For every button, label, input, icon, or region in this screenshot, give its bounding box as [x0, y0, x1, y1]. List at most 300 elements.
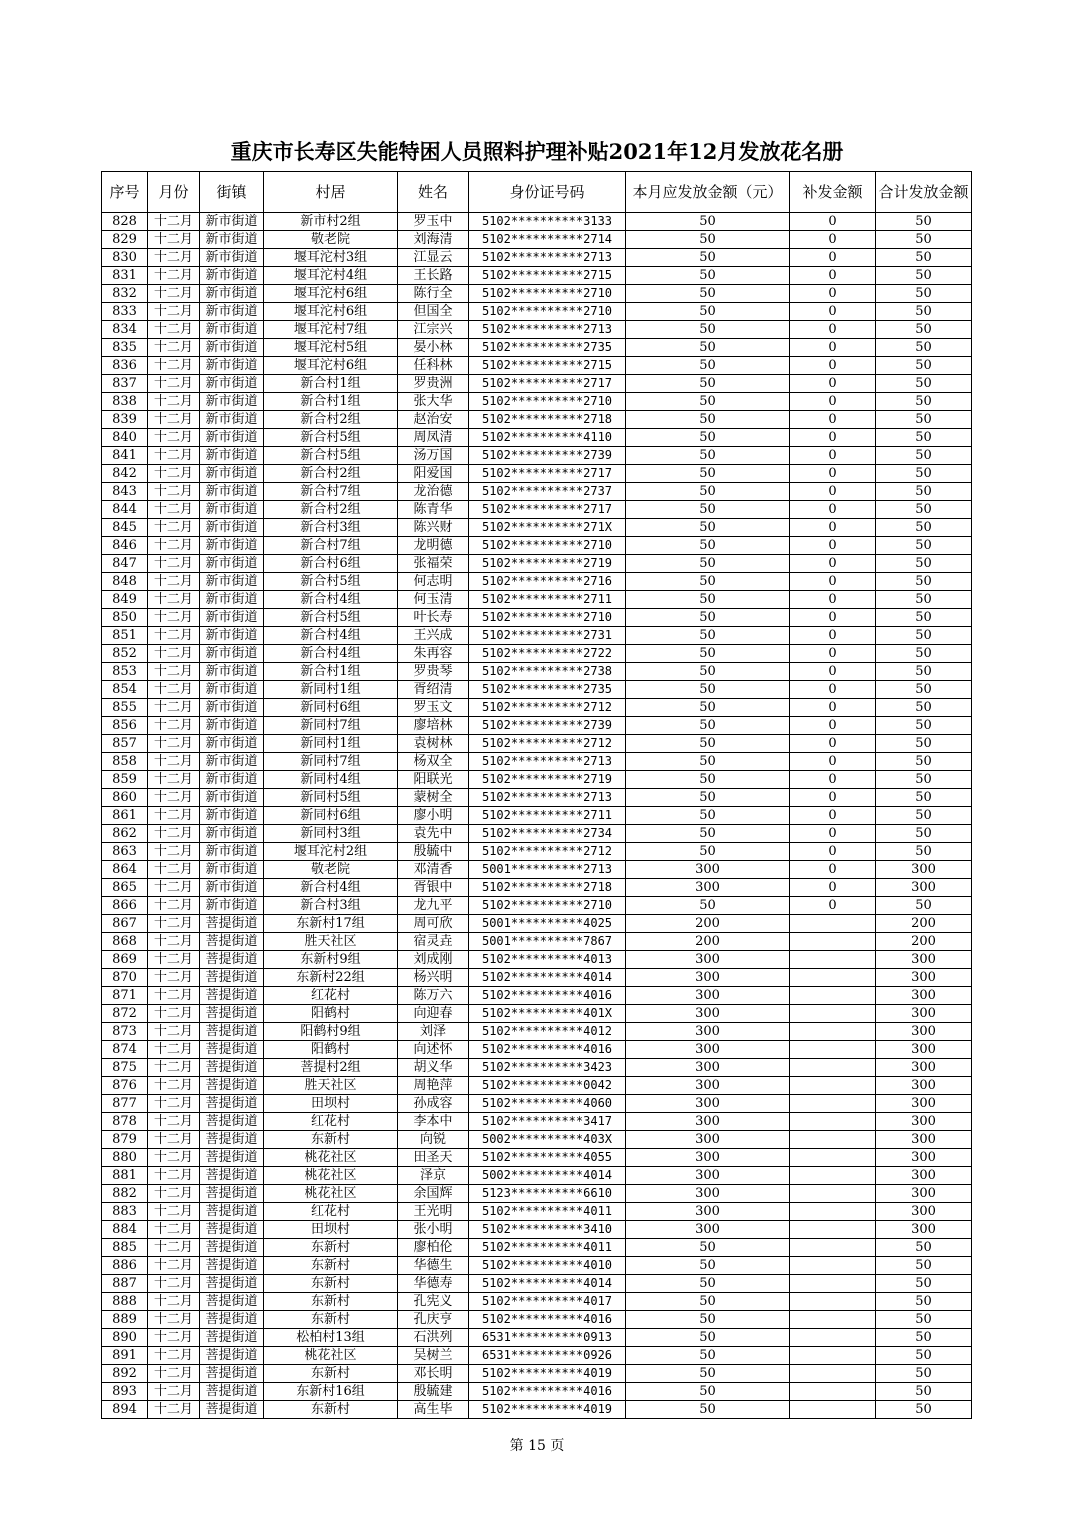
cell-id-number: 5001**********2713 [469, 861, 626, 879]
cell-monthly-amount: 50 [626, 1329, 790, 1347]
cell-id-number: 5102**********3410 [469, 1221, 626, 1239]
cell-back-pay [790, 1275, 876, 1293]
cell-street: 新市街道 [200, 375, 264, 393]
cell-monthly-amount: 50 [626, 1383, 790, 1401]
cell-name: 殷毓建 [398, 1383, 469, 1401]
cell-village: 新合村7组 [264, 537, 398, 555]
cell-total-amount: 50 [876, 213, 972, 231]
cell-village: 桃花社区 [264, 1347, 398, 1365]
table-row [102, 987, 972, 1005]
table-row [102, 627, 972, 645]
cell-month: 十二月 [148, 663, 200, 681]
table-row [102, 591, 972, 609]
table-row [102, 1329, 972, 1347]
cell-month: 十二月 [148, 897, 200, 915]
cell-monthly-amount: 50 [626, 285, 790, 303]
cell-id-number: 5102**********3423 [469, 1059, 626, 1077]
cell-month: 十二月 [148, 1095, 200, 1113]
cell-month: 十二月 [148, 285, 200, 303]
cell-name: 何志明 [398, 573, 469, 591]
cell-id-number: 5102**********4060 [469, 1095, 626, 1113]
cell-name: 陈行全 [398, 285, 469, 303]
cell-id-number: 5102**********4016 [469, 1041, 626, 1059]
cell-id-number: 5102**********4016 [469, 1383, 626, 1401]
cell-monthly-amount: 50 [626, 501, 790, 519]
cell-village: 阳鹤村 [264, 1041, 398, 1059]
cell-total-amount: 50 [876, 501, 972, 519]
cell-month: 十二月 [148, 969, 200, 987]
cell-index: 854 [102, 681, 148, 699]
cell-id-number: 5102**********2717 [469, 501, 626, 519]
cell-village: 新同村5组 [264, 789, 398, 807]
table-row [102, 249, 972, 267]
table-row [102, 1311, 972, 1329]
cell-month: 十二月 [148, 321, 200, 339]
cell-total-amount: 50 [876, 429, 972, 447]
cell-index: 841 [102, 447, 148, 465]
cell-street: 新市街道 [200, 573, 264, 591]
cell-street: 菩提街道 [200, 1347, 264, 1365]
cell-village: 桃花社区 [264, 1167, 398, 1185]
cell-id-number: 5102**********2717 [469, 465, 626, 483]
cell-village: 新同村1组 [264, 681, 398, 699]
cell-total-amount: 50 [876, 1239, 972, 1257]
cell-back-pay: 0 [790, 375, 876, 393]
cell-monthly-amount: 50 [626, 717, 790, 735]
cell-total-amount: 300 [876, 987, 972, 1005]
cell-index: 837 [102, 375, 148, 393]
cell-id-number: 5102**********4019 [469, 1401, 626, 1419]
header-name: 姓名 [398, 172, 469, 213]
cell-back-pay [790, 1023, 876, 1041]
cell-index: 831 [102, 267, 148, 285]
cell-back-pay [790, 1329, 876, 1347]
cell-total-amount: 300 [876, 1113, 972, 1131]
cell-month: 十二月 [148, 987, 200, 1005]
cell-village: 东新村17组 [264, 915, 398, 933]
cell-village: 新合村1组 [264, 393, 398, 411]
table-row [102, 1005, 972, 1023]
cell-street: 新市街道 [200, 483, 264, 501]
cell-back-pay [790, 1383, 876, 1401]
cell-month: 十二月 [148, 1077, 200, 1095]
cell-name: 宿灵垚 [398, 933, 469, 951]
cell-month: 十二月 [148, 1041, 200, 1059]
cell-month: 十二月 [148, 1005, 200, 1023]
cell-street: 新市街道 [200, 897, 264, 915]
cell-monthly-amount: 300 [626, 1221, 790, 1239]
cell-village: 东新村 [264, 1131, 398, 1149]
cell-street: 菩提街道 [200, 951, 264, 969]
cell-index: 862 [102, 825, 148, 843]
cell-back-pay [790, 1311, 876, 1329]
cell-total-amount: 50 [876, 1401, 972, 1419]
cell-back-pay: 0 [790, 249, 876, 267]
cell-name: 陈兴财 [398, 519, 469, 537]
cell-name: 周艳萍 [398, 1077, 469, 1095]
cell-back-pay: 0 [790, 681, 876, 699]
cell-total-amount: 300 [876, 879, 972, 897]
table-row [102, 1203, 972, 1221]
cell-village: 东新村22组 [264, 969, 398, 987]
cell-name: 刘海清 [398, 231, 469, 249]
table-row [102, 465, 972, 483]
cell-back-pay [790, 1239, 876, 1257]
cell-street: 菩提街道 [200, 1059, 264, 1077]
cell-name: 李本中 [398, 1113, 469, 1131]
cell-back-pay: 0 [790, 357, 876, 375]
cell-street: 新市街道 [200, 267, 264, 285]
cell-name: 吴树兰 [398, 1347, 469, 1365]
cell-street: 菩提街道 [200, 1257, 264, 1275]
cell-back-pay: 0 [790, 789, 876, 807]
cell-back-pay: 0 [790, 573, 876, 591]
cell-village: 菩提村2组 [264, 1059, 398, 1077]
cell-month: 十二月 [148, 807, 200, 825]
cell-back-pay [790, 1077, 876, 1095]
cell-id-number: 5102**********2735 [469, 339, 626, 357]
cell-id-number: 5102**********4012 [469, 1023, 626, 1041]
cell-village: 阳鹤村 [264, 1005, 398, 1023]
cell-back-pay: 0 [790, 771, 876, 789]
cell-street: 新市街道 [200, 717, 264, 735]
cell-total-amount: 50 [876, 771, 972, 789]
cell-month: 十二月 [148, 339, 200, 357]
table-row [102, 573, 972, 591]
table-row [102, 1221, 972, 1239]
cell-street: 新市街道 [200, 627, 264, 645]
cell-name: 袁树林 [398, 735, 469, 753]
cell-village: 新同村6组 [264, 807, 398, 825]
cell-id-number: 5102**********3133 [469, 213, 626, 231]
cell-id-number: 5001**********7867 [469, 933, 626, 951]
cell-street: 新市街道 [200, 681, 264, 699]
cell-monthly-amount: 300 [626, 1023, 790, 1041]
cell-street: 新市街道 [200, 789, 264, 807]
cell-monthly-amount: 50 [626, 1257, 790, 1275]
cell-id-number: 5102**********2710 [469, 537, 626, 555]
cell-month: 十二月 [148, 1347, 200, 1365]
cell-id-number: 5102**********2711 [469, 807, 626, 825]
cell-back-pay: 0 [790, 483, 876, 501]
cell-id-number: 5123**********6610 [469, 1185, 626, 1203]
cell-id-number: 5102**********2715 [469, 357, 626, 375]
cell-id-number: 5102**********2713 [469, 249, 626, 267]
cell-month: 十二月 [148, 447, 200, 465]
cell-street: 菩提街道 [200, 1095, 264, 1113]
cell-index: 853 [102, 663, 148, 681]
cell-monthly-amount: 50 [626, 303, 790, 321]
cell-street: 新市街道 [200, 537, 264, 555]
cell-id-number: 5102**********4011 [469, 1239, 626, 1257]
cell-month: 十二月 [148, 1383, 200, 1401]
cell-month: 十二月 [148, 1221, 200, 1239]
cell-village: 堰耳沱村6组 [264, 285, 398, 303]
cell-total-amount: 50 [876, 375, 972, 393]
cell-total-amount: 50 [876, 1329, 972, 1347]
cell-total-amount: 50 [876, 717, 972, 735]
cell-monthly-amount: 50 [626, 519, 790, 537]
cell-index: 878 [102, 1113, 148, 1131]
cell-street: 菩提街道 [200, 915, 264, 933]
cell-village: 新同村1组 [264, 735, 398, 753]
cell-id-number: 5102**********4014 [469, 1275, 626, 1293]
cell-index: 835 [102, 339, 148, 357]
cell-id-number: 5102**********4016 [469, 987, 626, 1005]
cell-month: 十二月 [148, 591, 200, 609]
cell-total-amount: 50 [876, 1275, 972, 1293]
cell-monthly-amount: 50 [626, 753, 790, 771]
cell-back-pay: 0 [790, 843, 876, 861]
cell-monthly-amount: 50 [626, 375, 790, 393]
cell-month: 十二月 [148, 1167, 200, 1185]
cell-month: 十二月 [148, 555, 200, 573]
cell-street: 菩提街道 [200, 1221, 264, 1239]
cell-back-pay [790, 1149, 876, 1167]
cell-id-number: 5102**********2712 [469, 735, 626, 753]
cell-name: 向迎春 [398, 1005, 469, 1023]
cell-total-amount: 50 [876, 627, 972, 645]
cell-village: 新合村2组 [264, 411, 398, 429]
cell-monthly-amount: 50 [626, 807, 790, 825]
cell-monthly-amount: 50 [626, 231, 790, 249]
cell-street: 新市街道 [200, 699, 264, 717]
cell-name: 周可欣 [398, 915, 469, 933]
table-row [102, 1347, 972, 1365]
cell-back-pay: 0 [790, 825, 876, 843]
cell-month: 十二月 [148, 393, 200, 411]
cell-monthly-amount: 50 [626, 699, 790, 717]
cell-total-amount: 300 [876, 1131, 972, 1149]
cell-total-amount: 50 [876, 537, 972, 555]
cell-back-pay: 0 [790, 645, 876, 663]
cell-street: 新市街道 [200, 501, 264, 519]
cell-month: 十二月 [148, 1365, 200, 1383]
cell-back-pay [790, 915, 876, 933]
cell-index: 860 [102, 789, 148, 807]
cell-index: 832 [102, 285, 148, 303]
cell-total-amount: 300 [876, 1023, 972, 1041]
table-row [102, 933, 972, 951]
cell-street: 菩提街道 [200, 1275, 264, 1293]
cell-village: 东新村 [264, 1311, 398, 1329]
cell-name: 华德寿 [398, 1275, 469, 1293]
cell-month: 十二月 [148, 213, 200, 231]
table-row [102, 897, 972, 915]
cell-street: 菩提街道 [200, 1293, 264, 1311]
cell-total-amount: 300 [876, 1221, 972, 1239]
cell-id-number: 5102**********2734 [469, 825, 626, 843]
cell-total-amount: 50 [876, 465, 972, 483]
cell-village: 新合村5组 [264, 429, 398, 447]
table-row [102, 1131, 972, 1149]
cell-name: 胡义华 [398, 1059, 469, 1077]
table-row [102, 285, 972, 303]
cell-monthly-amount: 50 [626, 447, 790, 465]
cell-total-amount: 50 [876, 321, 972, 339]
table-row [102, 735, 972, 753]
cell-name: 龙明德 [398, 537, 469, 555]
table-row [102, 717, 972, 735]
cell-street: 新市街道 [200, 861, 264, 879]
table-row [102, 447, 972, 465]
cell-month: 十二月 [148, 537, 200, 555]
cell-index: 847 [102, 555, 148, 573]
cell-back-pay [790, 1257, 876, 1275]
table-row [102, 915, 972, 933]
cell-village: 新市村2组 [264, 213, 398, 231]
table-row [102, 969, 972, 987]
cell-monthly-amount: 50 [626, 213, 790, 231]
cell-monthly-amount: 300 [626, 1167, 790, 1185]
cell-index: 868 [102, 933, 148, 951]
cell-monthly-amount: 300 [626, 1149, 790, 1167]
cell-monthly-amount: 50 [626, 609, 790, 627]
cell-back-pay: 0 [790, 897, 876, 915]
cell-month: 十二月 [148, 1257, 200, 1275]
cell-village: 东新村 [264, 1239, 398, 1257]
cell-name: 邓清香 [398, 861, 469, 879]
cell-village: 东新村 [264, 1365, 398, 1383]
cell-month: 十二月 [148, 267, 200, 285]
cell-total-amount: 300 [876, 1149, 972, 1167]
cell-name: 汤万国 [398, 447, 469, 465]
cell-back-pay: 0 [790, 285, 876, 303]
cell-index: 883 [102, 1203, 148, 1221]
table-row [102, 411, 972, 429]
table-row [102, 1365, 972, 1383]
cell-index: 861 [102, 807, 148, 825]
cell-back-pay: 0 [790, 339, 876, 357]
cell-back-pay [790, 1167, 876, 1185]
cell-total-amount: 50 [876, 447, 972, 465]
cell-index: 876 [102, 1077, 148, 1095]
cell-month: 十二月 [148, 753, 200, 771]
cell-village: 桃花社区 [264, 1185, 398, 1203]
table-row [102, 879, 972, 897]
table-row [102, 681, 972, 699]
cell-total-amount: 300 [876, 951, 972, 969]
cell-monthly-amount: 50 [626, 591, 790, 609]
cell-back-pay: 0 [790, 807, 876, 825]
cell-village: 堰耳沱村3组 [264, 249, 398, 267]
cell-monthly-amount: 50 [626, 339, 790, 357]
table-row [102, 375, 972, 393]
cell-monthly-amount: 50 [626, 321, 790, 339]
cell-name: 廖培林 [398, 717, 469, 735]
cell-street: 菩提街道 [200, 1185, 264, 1203]
cell-back-pay: 0 [790, 699, 876, 717]
cell-monthly-amount: 50 [626, 357, 790, 375]
cell-street: 新市街道 [200, 213, 264, 231]
cell-total-amount: 50 [876, 897, 972, 915]
cell-id-number: 5102**********2712 [469, 699, 626, 717]
table-row [102, 1401, 972, 1419]
cell-id-number: 5102**********2719 [469, 555, 626, 573]
cell-id-number: 5102**********2710 [469, 303, 626, 321]
cell-monthly-amount: 50 [626, 627, 790, 645]
cell-village: 新合村1组 [264, 663, 398, 681]
header-index: 序号 [102, 172, 148, 213]
cell-name: 罗贵琴 [398, 663, 469, 681]
cell-village: 新同村6组 [264, 699, 398, 717]
cell-total-amount: 50 [876, 789, 972, 807]
cell-index: 871 [102, 987, 148, 1005]
cell-street: 新市街道 [200, 411, 264, 429]
cell-name: 向述怀 [398, 1041, 469, 1059]
cell-index: 850 [102, 609, 148, 627]
cell-index: 887 [102, 1275, 148, 1293]
table-row [102, 321, 972, 339]
table-row [102, 1185, 972, 1203]
cell-back-pay [790, 1293, 876, 1311]
cell-total-amount: 300 [876, 1005, 972, 1023]
cell-back-pay: 0 [790, 735, 876, 753]
cell-month: 十二月 [148, 1059, 200, 1077]
cell-total-amount: 50 [876, 267, 972, 285]
cell-index: 877 [102, 1095, 148, 1113]
cell-index: 885 [102, 1239, 148, 1257]
table-row [102, 501, 972, 519]
cell-id-number: 5102**********0042 [469, 1077, 626, 1095]
cell-street: 菩提街道 [200, 1149, 264, 1167]
cell-village: 堰耳沱村5组 [264, 339, 398, 357]
cell-village: 胜天社区 [264, 933, 398, 951]
cell-street: 菩提街道 [200, 1311, 264, 1329]
header-total-amount: 合计发放金额 [876, 172, 972, 213]
cell-monthly-amount: 50 [626, 1365, 790, 1383]
table-row [102, 1041, 972, 1059]
cell-index: 889 [102, 1311, 148, 1329]
cell-back-pay [790, 1113, 876, 1131]
cell-back-pay: 0 [790, 717, 876, 735]
cell-street: 菩提街道 [200, 1131, 264, 1149]
cell-monthly-amount: 50 [626, 789, 790, 807]
cell-monthly-amount: 50 [626, 393, 790, 411]
cell-id-number: 5102**********2737 [469, 483, 626, 501]
cell-total-amount: 200 [876, 915, 972, 933]
cell-total-amount: 300 [876, 969, 972, 987]
cell-monthly-amount: 300 [626, 1041, 790, 1059]
cell-id-number: 5102**********2711 [469, 591, 626, 609]
cell-street: 菩提街道 [200, 1167, 264, 1185]
cell-back-pay [790, 1185, 876, 1203]
cell-street: 菩提街道 [200, 1113, 264, 1131]
cell-name: 任科林 [398, 357, 469, 375]
cell-monthly-amount: 50 [626, 825, 790, 843]
cell-village: 东新村 [264, 1401, 398, 1419]
cell-total-amount: 50 [876, 1347, 972, 1365]
cell-street: 新市街道 [200, 393, 264, 411]
cell-id-number: 5102**********4010 [469, 1257, 626, 1275]
cell-month: 十二月 [148, 1275, 200, 1293]
cell-total-amount: 50 [876, 357, 972, 375]
cell-back-pay: 0 [790, 411, 876, 429]
cell-monthly-amount: 50 [626, 555, 790, 573]
cell-month: 十二月 [148, 735, 200, 753]
cell-month: 十二月 [148, 771, 200, 789]
cell-name: 江显云 [398, 249, 469, 267]
table-row [102, 1077, 972, 1095]
cell-village: 红花村 [264, 987, 398, 1005]
cell-id-number: 5102**********2710 [469, 897, 626, 915]
cell-id-number: 5102**********3417 [469, 1113, 626, 1131]
cell-total-amount: 300 [876, 1203, 972, 1221]
table-row [102, 357, 972, 375]
cell-id-number: 5002**********403X [469, 1131, 626, 1149]
cell-village: 堰耳沱村7组 [264, 321, 398, 339]
cell-village: 新合村5组 [264, 573, 398, 591]
